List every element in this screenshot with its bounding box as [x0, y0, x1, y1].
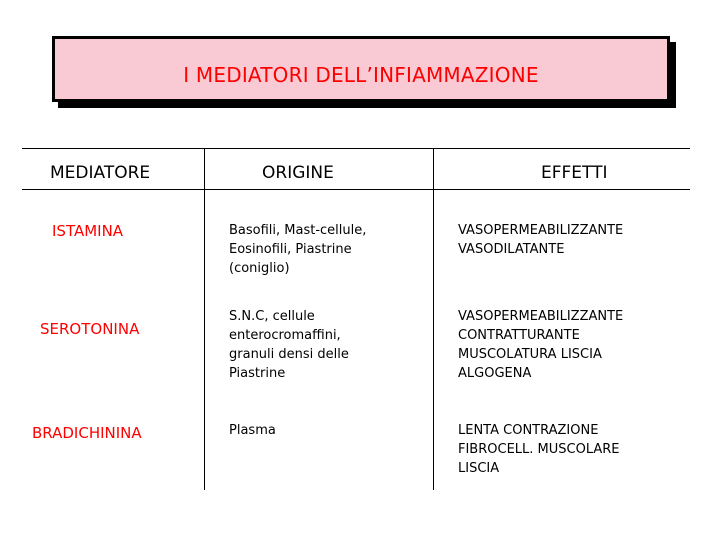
- effect-line: LISCIA: [458, 461, 500, 476]
- origin-bradichinina: [229, 421, 276, 440]
- origin-line: S.N.C, cellule: [229, 309, 315, 324]
- mediator-bradichinina: BRADICHININA: [32, 424, 142, 442]
- header-top-border: [22, 148, 690, 149]
- origin-line: granuli densi delle: [229, 347, 349, 362]
- origin-line: Plasma: [229, 423, 276, 438]
- origin-line: Piastrine: [229, 366, 286, 381]
- effect-line: LENTA CONTRAZIONE: [458, 423, 599, 438]
- effect-line: VASODILATANTE: [458, 242, 565, 257]
- mediator-istamina: ISTAMINA: [52, 222, 124, 240]
- effect-line: VASOPERMEABILIZZANTE: [458, 223, 624, 238]
- origin-line: Eosinofili, Piastrine: [229, 242, 352, 257]
- effect-line: FIBROCELL. MUSCOLARE: [458, 442, 620, 457]
- effects-serotonina: [458, 307, 623, 383]
- column-header-mediatore: MEDIATORE: [50, 163, 151, 183]
- effect-line: ALGOGENA: [458, 366, 532, 381]
- origin-serotonina: [229, 307, 349, 383]
- column-divider-2: [433, 148, 434, 490]
- column-header-effetti: EFFETTI: [541, 163, 608, 183]
- mediator-serotonina: SEROTONINA: [40, 320, 140, 338]
- origin-line: enterocromaffini,: [229, 328, 341, 343]
- origin-line: (coniglio): [229, 261, 290, 276]
- header-bottom-border: [22, 189, 690, 190]
- effect-line: CONTRATTURANTE: [458, 328, 580, 343]
- column-divider-1: [204, 148, 205, 490]
- effect-line: VASOPERMEABILIZZANTE: [458, 309, 624, 324]
- page-title: I MEDIATORI DELL’INFIAMMAZIONE: [183, 63, 539, 87]
- column-header-origine: ORIGINE: [262, 163, 334, 183]
- effects-istamina: [458, 221, 623, 259]
- effects-bradichinina: [458, 421, 620, 478]
- effect-line: MUSCOLATURA LISCIA: [458, 347, 602, 362]
- origin-istamina: [229, 221, 366, 278]
- origin-line: Basofili, Mast-cellule,: [229, 223, 367, 238]
